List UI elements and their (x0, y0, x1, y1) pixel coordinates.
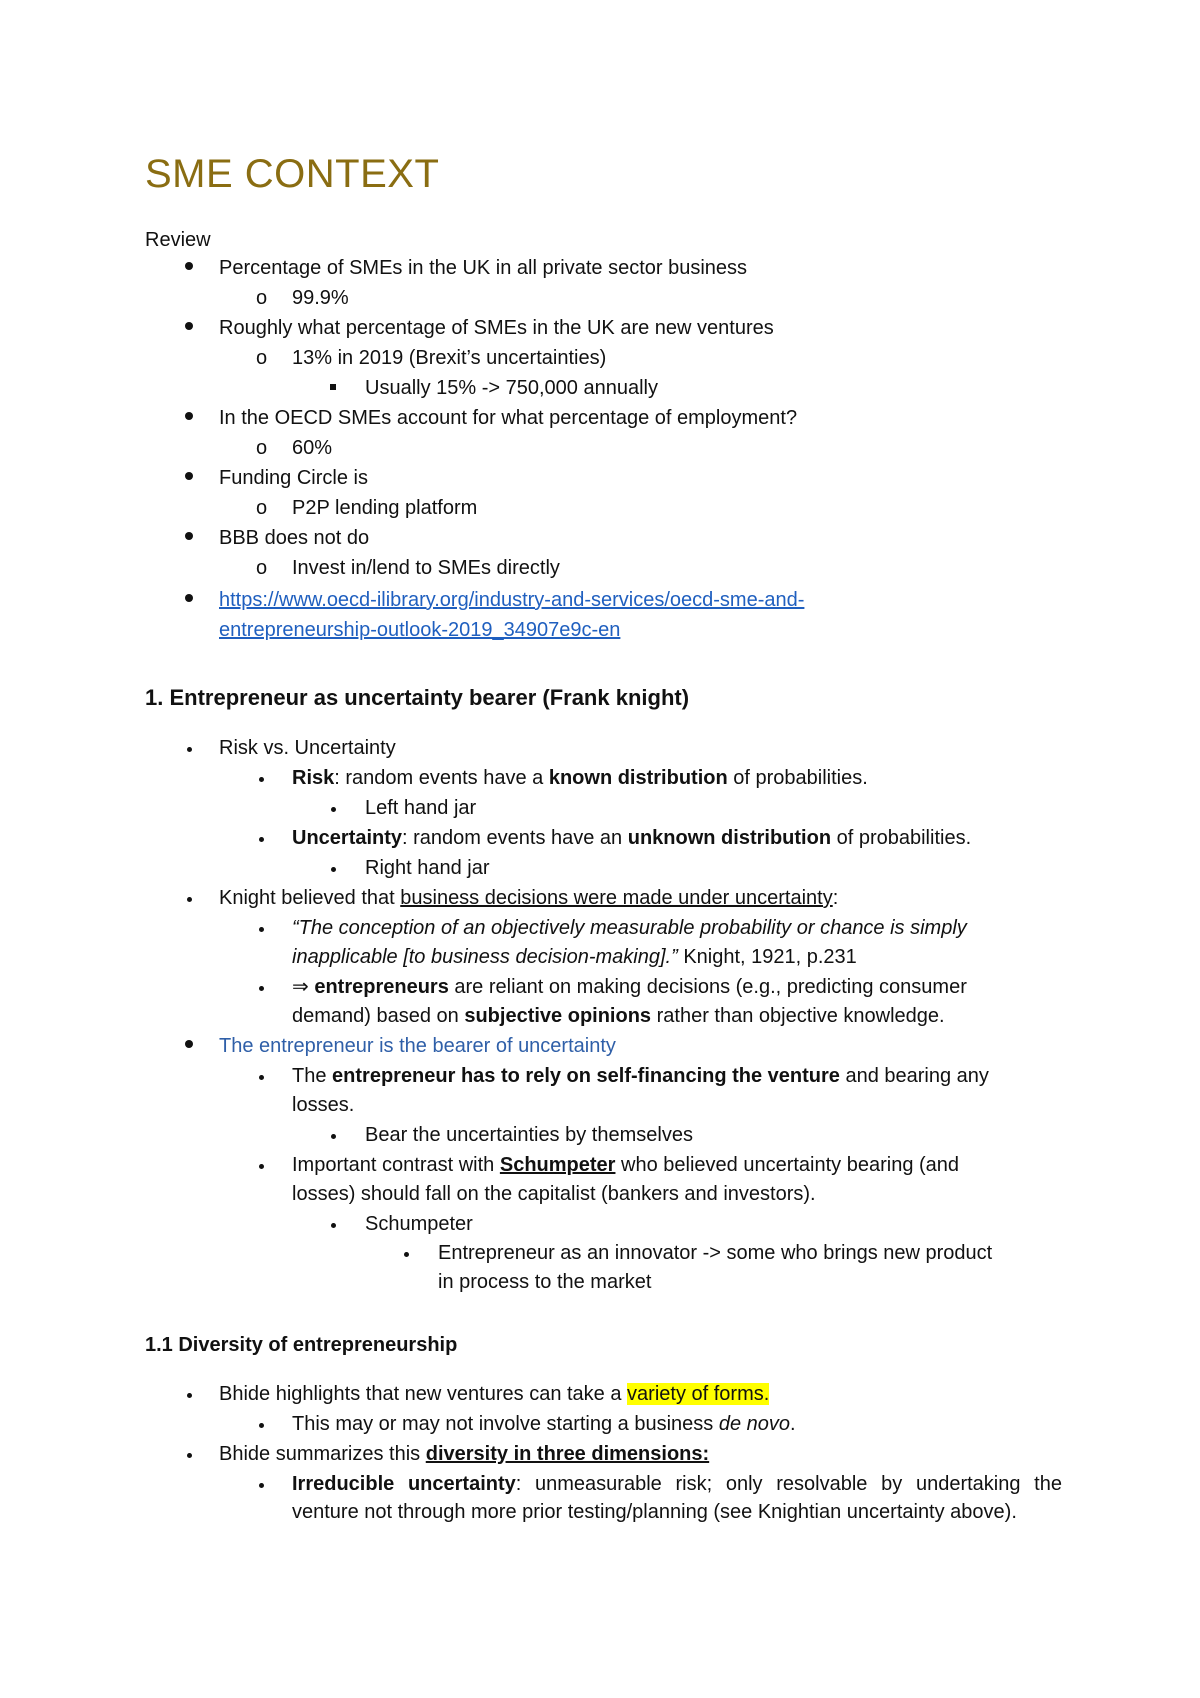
irreducible-text: : unmeasurable risk; only resolvable by undertaking the venture not through more prior testing/planning (see Knightian uncertainty above). (292, 1473, 1062, 1523)
right-hand-jar: Right hand jar (365, 857, 490, 879)
implies-text-1: are reliant on making decisions (e.g., predicting consumer (448, 976, 967, 998)
review-question-5: BBB does not do (219, 527, 370, 549)
review-answer-3: 60% (292, 437, 333, 459)
implies-arrow: ⇒ (292, 976, 315, 998)
three-dimensions: diversity in three dimensions: (425, 1443, 710, 1465)
uncertainty-text-2: of probabilities. (831, 827, 972, 849)
bullet-icon (185, 322, 193, 330)
bullet-icon (331, 1134, 336, 1139)
self-text-2: and bearing any (839, 1065, 989, 1087)
self-financing-line-2: losses. (292, 1094, 355, 1116)
risk-definition (292, 764, 868, 792)
bullet-icon (331, 807, 336, 812)
self-financing-bold: entrepreneur has to rely on self-financing the venture (332, 1065, 840, 1087)
knight-underlined: business decisions were made under uncertainty (400, 887, 833, 909)
left-hand-jar: Left hand jar (365, 797, 477, 819)
review-answer-1: 99.9% (292, 287, 349, 309)
innovator-line-2: in process to the market (438, 1271, 652, 1293)
schumpeter-label: Schumpeter (365, 1213, 473, 1235)
bullet-icon (187, 1453, 192, 1458)
knight-text-2: : (832, 887, 839, 909)
de-novo-text: This may or may not involve starting a business (292, 1413, 719, 1435)
document-title: SME CONTEXT (145, 152, 440, 196)
irreducible-uncertainty (292, 1470, 1062, 1526)
bullet-icon (404, 1252, 409, 1257)
oecd-link-line-1[interactable]: https://www.oecd-ilibrary.org/industry-and-services/oecd-sme-and- (219, 589, 805, 611)
review-answer-2-sub: Usually 15% -> 750,000 annually (365, 377, 658, 399)
knight-quote-line-1: “The conception of an objectively measurable probability or chance is simply (292, 917, 967, 939)
bullet-icon (185, 412, 193, 420)
self-text-1: The (292, 1065, 333, 1087)
uncertainty-term: Uncertainty (292, 827, 403, 849)
bhide-dimensions (219, 1440, 709, 1468)
bullet-icon (187, 747, 192, 752)
de-novo-italic: de novo (718, 1413, 791, 1435)
hollow-bullet-icon: o (256, 557, 268, 579)
irreducible-term: Irreducible uncertainty (292, 1473, 516, 1495)
implies-line-2 (292, 1002, 945, 1030)
implies-text-2: demand) based on (292, 1005, 465, 1027)
section-1-1-heading: 1.1 Diversity of entrepreneurship (145, 1334, 458, 1356)
implies-text-3: rather than objective knowledge. (651, 1005, 945, 1027)
bear-uncertainties: Bear the uncertainties by themselves (365, 1124, 693, 1146)
bullet-icon (259, 927, 264, 932)
bullet-icon (185, 472, 193, 480)
bullet-icon (185, 1040, 193, 1048)
innovator-line-1: Entrepreneur as an innovator -> some who brings new product (438, 1242, 993, 1264)
hollow-bullet-icon: o (256, 287, 268, 309)
bhide-dimensions-text: Bhide summarizes this (219, 1443, 426, 1465)
risk-term: Risk (292, 767, 335, 789)
variety-highlight: variety of forms. (627, 1383, 770, 1405)
review-answer-2: 13% in 2019 (Brexit’s uncertainties) (292, 347, 607, 369)
bullet-icon (259, 837, 264, 842)
bullet-icon (185, 262, 193, 270)
review-question-2: Roughly what percentage of SMEs in the UK are new ventures (219, 317, 774, 339)
subjective-opinions: subjective opinions (464, 1005, 652, 1027)
risk-text-1: : random events have a (334, 767, 549, 789)
review-answer-5: Invest in/lend to SMEs directly (292, 557, 560, 579)
de-novo-line (292, 1410, 796, 1438)
review-question-1: Percentage of SMEs in the UK in all private sector business (219, 257, 748, 279)
bullet-icon (331, 1223, 336, 1228)
bullet-icon (259, 777, 264, 782)
bullet-icon (259, 1075, 264, 1080)
knight-belief (219, 884, 838, 912)
schumpeter-term: Schumpeter (499, 1154, 616, 1176)
uncertainty-definition (292, 824, 971, 852)
contrast-line-2: losses) should fall on the capitalist (bankers and investors). (292, 1183, 816, 1205)
bullet-icon (331, 867, 336, 872)
review-answer-4: P2P lending platform (292, 497, 478, 519)
risk-text-2: of probabilities. (727, 767, 868, 789)
bullet-icon (185, 532, 193, 540)
known-distribution: known distribution (548, 767, 728, 789)
review-question-4: Funding Circle is (219, 467, 368, 489)
review-question-3: In the OECD SMEs account for what percentage of employment? (219, 407, 798, 429)
bullet-icon (187, 897, 192, 902)
de-novo-end: . (790, 1413, 796, 1435)
knight-text-1: Knight believed that (219, 887, 401, 909)
contrast-text-2: who believed uncertainty bearing (and (615, 1154, 960, 1176)
review-label: Review (145, 229, 211, 251)
knight-quote-line-2 (292, 943, 857, 971)
hollow-bullet-icon: o (256, 347, 268, 369)
bullet-icon (259, 1423, 264, 1428)
hollow-bullet-icon: o (256, 497, 268, 519)
contrast-text-1: Important contrast with (292, 1154, 500, 1176)
oecd-link-line-2[interactable]: entrepreneurship-outlook-2019_34907e9c-en (219, 619, 621, 641)
self-financing-line-1 (292, 1062, 989, 1090)
bullet-icon (187, 1393, 192, 1398)
bhide-variety-text: Bhide highlights that new ventures can take a (219, 1383, 628, 1405)
square-bullet-icon (330, 384, 336, 390)
bullet-icon (185, 594, 193, 602)
contrast-line-1 (292, 1151, 959, 1179)
unknown-distribution: unknown distribution (627, 827, 832, 849)
hollow-bullet-icon: o (256, 437, 268, 459)
bullet-icon (259, 1483, 264, 1488)
bullet-icon (259, 1164, 264, 1169)
bullet-icon (259, 986, 264, 991)
risk-vs-uncertainty: Risk vs. Uncertainty (219, 737, 396, 759)
bearer-of-uncertainty: The entrepreneur is the bearer of uncertainty (219, 1035, 616, 1057)
entrepreneurs-term: entrepreneurs (314, 976, 449, 998)
bhide-variety (219, 1380, 769, 1408)
implies-line-1 (292, 973, 967, 1001)
knight-quote-text: inapplicable [to business decision-making].” (292, 946, 678, 968)
section-1-heading: 1. Entrepreneur as uncertainty bearer (Frank knight) (145, 685, 690, 710)
uncertainty-text-1: : random events have an (402, 827, 628, 849)
knight-citation: Knight, 1921, p.231 (677, 946, 857, 968)
